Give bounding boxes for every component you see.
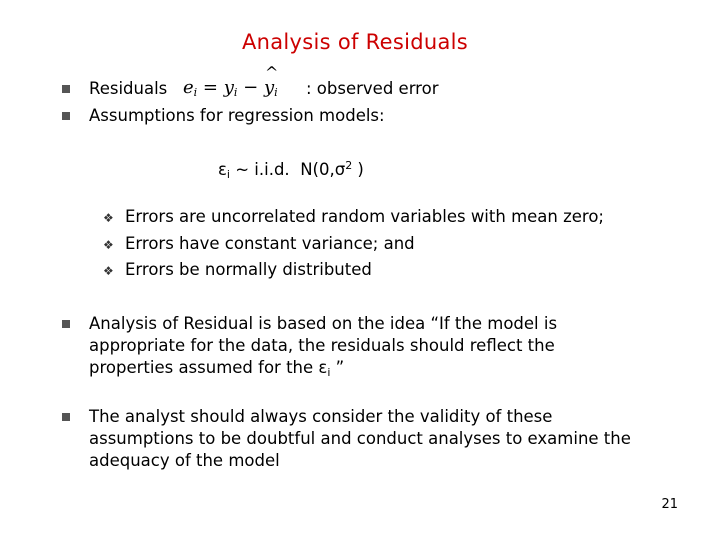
- normal-close: ): [352, 160, 364, 179]
- sigma-symbol: σ: [334, 160, 346, 179]
- iid-text: ~ i.i.d.: [235, 160, 290, 179]
- square-bullet-icon: [62, 413, 70, 421]
- square-bullet-icon: [62, 112, 70, 120]
- residual-formula: [183, 77, 278, 104]
- diamond-bullet-icon: ❖: [103, 211, 114, 225]
- square-bullet-icon: [62, 320, 70, 328]
- superscript-2: 2: [345, 159, 353, 172]
- normal-open: N(0,: [300, 160, 335, 179]
- epsilon-symbol: ε: [318, 358, 328, 377]
- subscript-i: i: [327, 366, 331, 379]
- paragraph-line: assumptions to be doubtful and conduct analyses to examine the: [89, 429, 631, 448]
- formula-lhs: $e_i = y_i$ − ^ $y_i$: [183, 77, 278, 98]
- paragraph-line: Analysis of Residual is based on the idea “If the model is: [89, 314, 558, 333]
- residuals-description: : observed error: [306, 79, 439, 98]
- residuals-label: Residuals: [89, 79, 168, 98]
- diamond-bullet-icon: ❖: [103, 264, 114, 278]
- square-bullet-icon: [62, 85, 70, 93]
- epsilon-symbol: ε: [218, 160, 227, 179]
- analysis-paragraph: [89, 313, 689, 384]
- paragraph-text: properties assumed for the: [89, 358, 319, 377]
- page-number: 21: [661, 497, 678, 512]
- paragraph-line: appropriate for the data, the residuals should reflect the: [89, 336, 555, 355]
- sub-bullet-text: Errors are uncorrelated random variables with mean zero;: [125, 207, 604, 226]
- subscript-i: i: [226, 168, 230, 181]
- sub-bullet-text: Errors have constant variance; and: [125, 234, 415, 253]
- analyst-paragraph: [89, 406, 689, 472]
- paragraph-line: The analyst should always consider the validity of these: [89, 407, 553, 426]
- paragraph-line: adequacy of the model: [89, 451, 280, 470]
- diamond-bullet-icon: ❖: [103, 238, 114, 252]
- distribution-expression: [218, 155, 364, 186]
- closing-quote: ”: [330, 358, 345, 377]
- paragraph-line: [89, 357, 689, 384]
- sub-bullet-text: Errors be normally distributed: [125, 260, 372, 279]
- assumptions-text: Assumptions for regression models:: [89, 106, 385, 125]
- slide-title: Analysis of Residuals: [241, 30, 469, 54]
